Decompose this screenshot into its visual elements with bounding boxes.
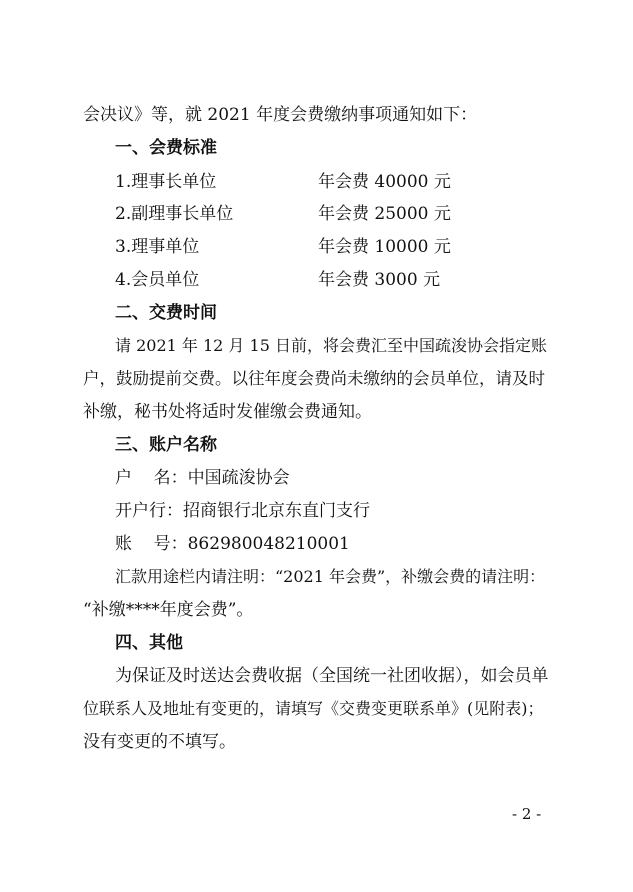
paragraph-line: 位联系人及地址有变更的，请填写《交费变更联系单》(见附表)； xyxy=(83,699,544,718)
page-number: - 2 - xyxy=(512,805,542,823)
fee-row-label: 2.副理事长单位 xyxy=(115,204,234,224)
fee-row-amount: 年会费 25000 元 xyxy=(318,204,451,224)
fee-row-label: 4.会员单位 xyxy=(115,270,200,290)
section-heading-other: 四、其他 xyxy=(115,633,183,653)
paragraph-line: 没有变更的不填写。 xyxy=(83,732,236,752)
account-bank: 开户行：招商银行北京东直门支行 xyxy=(115,501,370,521)
paragraph-line: 补缴，秘书处将适时发催缴会费通知。 xyxy=(83,402,372,422)
account-name: 户 名：中国疏浚协会 xyxy=(115,468,290,488)
paragraph-line: 为保证及时送达会费收据（全国统一社团收据），如会员单 xyxy=(115,666,549,686)
intro-tail: 会决议》等，就 2021 年度会费缴纳事项通知如下： xyxy=(83,105,478,125)
fee-row-label: 1.理事长单位 xyxy=(115,172,217,192)
section-heading-payment-time: 二、交费时间 xyxy=(115,303,217,323)
paragraph-line: 汇款用途栏内请注明：“2021 年会费”，补缴会费的请注明： xyxy=(115,567,546,586)
fee-row-amount: 年会费 10000 元 xyxy=(318,237,451,257)
section-heading-fee-standard: 一、会费标准 xyxy=(115,138,217,158)
account-number: 账 号：862980048210001 xyxy=(115,534,350,554)
fee-row-label: 3.理事单位 xyxy=(115,237,200,257)
section-heading-account: 三、账户名称 xyxy=(115,435,217,455)
paragraph-line: 请 2021 年 12 月 15 日前，将会费汇至中国疏浚协会指定账 xyxy=(115,336,547,355)
fee-row-amount: 年会费 3000 元 xyxy=(318,270,441,290)
paragraph-line: “补缴****年度会费”。 xyxy=(83,600,254,620)
paragraph-line: 户，鼓励提前交费。以往年度会费尚未缴纳的会员单位，请及时 xyxy=(83,369,545,388)
fee-row-amount: 年会费 40000 元 xyxy=(318,172,451,192)
